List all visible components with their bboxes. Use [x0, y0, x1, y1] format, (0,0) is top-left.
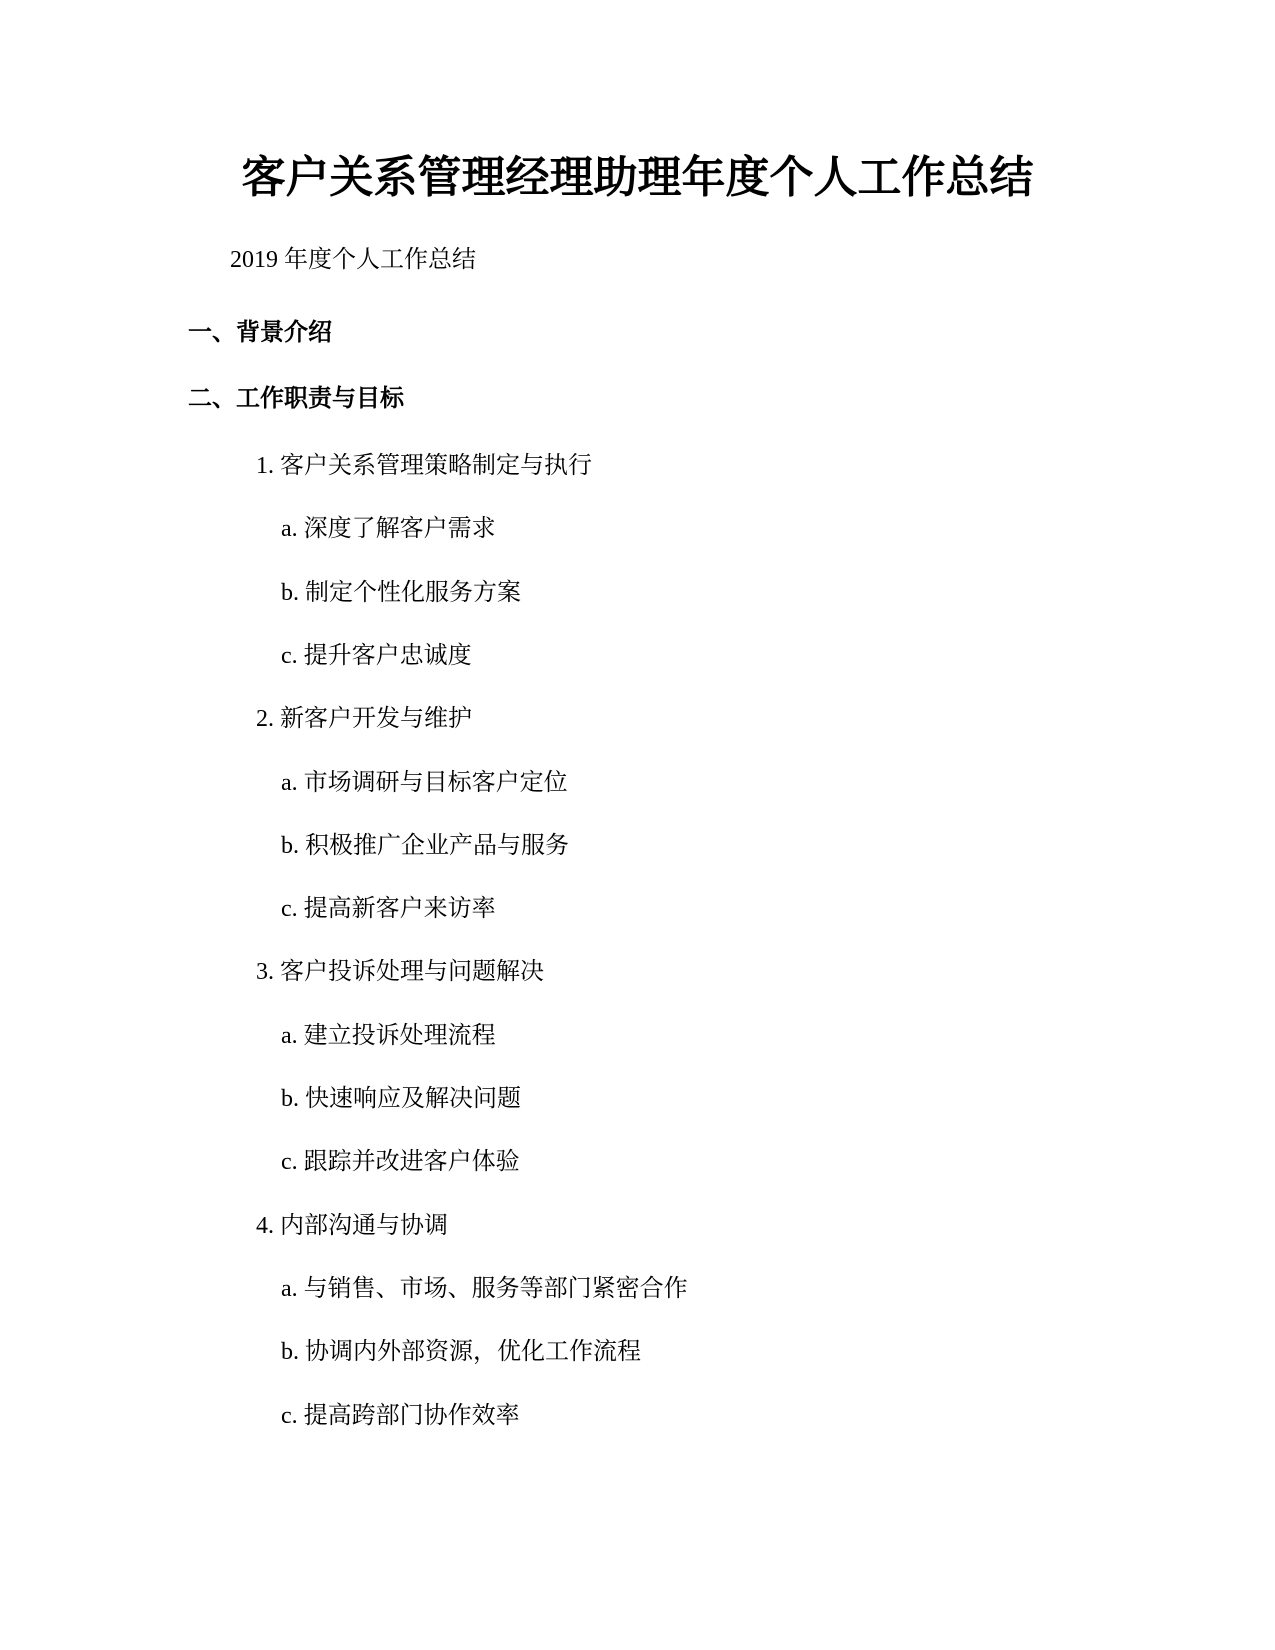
list-marker: b.: [281, 1086, 299, 1112]
list-marker: b.: [281, 580, 299, 606]
list-item: [256, 704, 472, 734]
sub-list-item: [281, 1147, 520, 1177]
list-marker: b.: [281, 1339, 299, 1365]
list-item-text: 提高跨部门协作效率: [303, 1403, 520, 1429]
list-item: [256, 451, 592, 481]
list-item-text: 跟踪并改进客户体验: [303, 1149, 520, 1175]
list-marker: a.: [281, 1276, 298, 1302]
list-item-text: 积极推广企业产品与服务: [305, 833, 569, 859]
sub-list-item: [281, 1337, 641, 1367]
section-heading-responsibilities: 二、工作职责与目标: [188, 385, 404, 412]
sub-list-item: [281, 514, 496, 544]
section-heading-background: 一、背景介绍: [188, 319, 332, 346]
list-marker: 4.: [256, 1213, 274, 1239]
list-item-text: 新客户开发与维护: [280, 706, 472, 732]
list-item: [256, 957, 544, 987]
sub-list-item: [281, 1401, 520, 1431]
list-marker: b.: [281, 833, 299, 859]
list-item-text: 提升客户忠诚度: [303, 643, 472, 669]
list-marker: c.: [281, 643, 298, 669]
sub-list-item: [281, 578, 521, 608]
list-marker: c.: [281, 896, 298, 922]
list-marker: 1.: [256, 453, 274, 479]
list-item-text: 内部沟通与协调: [280, 1213, 448, 1239]
list-marker: 2.: [256, 706, 274, 732]
list-item-text: 提高新客户来访率: [303, 896, 496, 922]
list-marker: a.: [281, 1023, 298, 1049]
sub-list-item: [281, 1021, 496, 1051]
list-marker: a.: [281, 770, 298, 796]
list-item-text: 客户投诉处理与问题解决: [280, 959, 544, 985]
list-item-text: 建立投诉处理流程: [303, 1023, 496, 1049]
list-item-text: 与销售、市场、服务等部门紧密合作: [303, 1276, 688, 1302]
list-marker: a.: [281, 516, 298, 542]
list-item: [256, 1211, 448, 1241]
list-marker: c.: [281, 1149, 298, 1175]
list-item-text: 深度了解客户需求: [303, 516, 496, 542]
sub-list-item: [281, 641, 472, 671]
document-title: 客户关系管理经理助理年度个人工作总结: [241, 153, 1034, 202]
sub-list-item: [281, 1274, 688, 1304]
document-subtitle: 2019 年度个人工作总结: [230, 247, 476, 273]
list-item-text: 客户关系管理策略制定与执行: [280, 453, 592, 479]
sub-list-item: [281, 768, 568, 798]
sub-list-item: [281, 894, 496, 924]
list-item-text: 制定个性化服务方案: [305, 580, 521, 606]
sub-list-item: [281, 831, 569, 861]
list-item-text: 协调内外部资源，优化工作流程: [305, 1339, 641, 1365]
list-item-text: 市场调研与目标客户定位: [303, 770, 568, 796]
list-marker: c.: [281, 1403, 298, 1429]
list-marker: 3.: [256, 959, 274, 985]
sub-list-item: [281, 1084, 521, 1114]
list-item-text: 快速响应及解决问题: [305, 1086, 521, 1112]
